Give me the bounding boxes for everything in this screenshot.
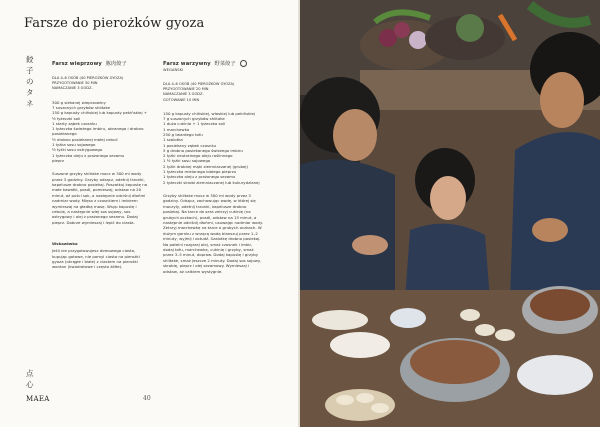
- veg-ingredients: [163, 111, 263, 185]
- veg-meta: [163, 82, 263, 103]
- veg-meta-line: PRZYGOTOWANIE 20 MIN: [163, 87, 209, 92]
- man-shirt: [300, 159, 395, 300]
- veg-meta-line: NAMACZANIE 3 GODZ.: [163, 92, 204, 97]
- ingredient: 1 łyżeczka oleju z prażonego sezamu: [163, 174, 236, 180]
- ingredient: 7 g suszonych grzybów shiitake: [163, 116, 225, 122]
- ingredient: pieprz: [52, 157, 65, 163]
- page-title: Farsze do pierożków gyoza: [24, 16, 205, 31]
- ingredient: 250 g twardego tofu: [163, 132, 203, 137]
- ingredient: 7 suszonych grzybów shiitake: [52, 104, 111, 110]
- vegan-badge: WEGAŃSKI: [163, 68, 184, 72]
- gyoza: [460, 309, 480, 321]
- ingredient: 1 duża cukinia + 1 łyżeczka soli: [163, 121, 226, 127]
- gyoza: [475, 324, 495, 336]
- ingredient: 1 posiekany ząbek czosnku: [163, 142, 217, 148]
- dough-plate: [330, 332, 390, 358]
- veg-heading-jp: 野菜餃子: [214, 61, 236, 67]
- meat-heading-jp: 豚肉餃子: [105, 61, 127, 67]
- tip-heading: Wskazówka: [52, 241, 78, 247]
- veg-meta-line: DLA 4–6 OSÓB (40 PIEROŻKÓW GYOZA): [163, 82, 235, 86]
- meat-filling-column: [52, 60, 148, 270]
- ingredient: 2 łyżeczki skrobi ziemniaczanej lub kukurydzianej: [163, 179, 260, 185]
- gyoza: [336, 395, 354, 405]
- ingredient: 1 starty ząbek czosnku: [52, 120, 97, 126]
- meat-method: Suszone grzyby shiitake mocz w 300 ml wody przez 3 godziny. Grzyby odsącz, odetnij trzonki, kapelusze drobno posiekaj. Poszatkuj kapustę na małe kawałki, posól, pomieszaj, odstaw na 20 minut, aż puści sok, a następnie odciśnij dłońmi nadmiar wody. Mięso z czosnkiem i imbirem wymieszaj na gładką masę. Wsyp kapustę i cebulę, a następnie wlej sos sojowy, sos ostrygowy i olej z prażonego sezamu. Dodaj pieprz. Dobrze wymieszaj i lepić do ciasta.: [52, 171, 148, 225]
- meat-meta-line: PRZYGOTOWANIE 30 MIN: [52, 81, 98, 86]
- veg-heading: [163, 60, 263, 73]
- ingredient: 1 łyżka sosu sojowego: [52, 141, 96, 147]
- ingredient: 1 szalotka: [163, 137, 183, 143]
- veg-heading-text: Farsz warzywny: [163, 61, 211, 67]
- ingredient: 5 g drobno posiekanego świeżego imbiru: [163, 147, 243, 153]
- gyoza: [356, 393, 374, 403]
- ingredient: ½ drobno posiekanej małej cebuli: [52, 136, 118, 142]
- family-making-dumplings-photo: [300, 0, 600, 427]
- veg-method: Grzyby shiitake mocz w 300 ml wody przez 3 godziny. Odsącz, zachowując wodę, w której się moczyły, odetnij trzonki, kapelusze drobno posiekaj. Na tarce do sera zetrzyj cukinię (na grubych oczkach), posól, odstaw na 15 minut, a następnie odciśnij dłońmi, usuwając nadmiar wody. Zetrzyj marchewkę na tarce o grubych oczkach. W dużym garnku z wrzącą wodą blanszuj przez 1–2 minuty, wyjmij i ostudź. Szalotkę drobno posiekaj. Na patelni rozgrzej olej, smaż czosnek i imbir, dodaj tofu, marchewkę, cukinię i grzyby, smaż przez 3–5 minut, dopraw. Dodaj kapustę i grzyby shiitake, smaż jeszcze 2 minuty. Dodaj sos sojowy, skrobię, pieprz i olej sezamowy. Wymieszaj i odstaw, aż całkiem wystygnie.: [163, 192, 263, 274]
- wrapper-plate: [517, 355, 593, 395]
- japanese-vertical-title: 餃子のタネ: [26, 55, 34, 108]
- vegan-leaf-icon: [240, 60, 247, 67]
- japanese-section-label: 点心: [26, 369, 34, 389]
- tip-text: Jeśli nie przygotowujesz domowego ciasta, kupując gotowe, nie pomyl ciasta na pierożki gyoza (okrągłe i białe) z ciastem na pierożki wonton (kwadratowe i często żółte).: [52, 248, 140, 270]
- ingredient: 300 g siekanej wieprzowiny: [52, 99, 106, 105]
- woman-shirt: [510, 132, 600, 300]
- girl-shirt: [405, 224, 490, 300]
- ingredient: 1 marchewka: [163, 126, 190, 132]
- ingredient: 150 g kapusty chińskiej, włoskiej lub pekińskiej: [163, 110, 255, 116]
- meat-heading: [52, 60, 148, 67]
- photo-illustration: [300, 0, 600, 427]
- small-bowl: [390, 308, 426, 328]
- ingredient: 150 g kapusty chińskiej lub kapusty pekińskiej + ½ łyżeczki soli: [52, 110, 148, 121]
- ingredient: 2 łyżki neutralnego oleju roślinnego: [163, 153, 233, 159]
- gyoza: [495, 329, 515, 341]
- veg-filling-column: [163, 60, 263, 274]
- meat-ingredients: [52, 100, 148, 164]
- ingredient: 1 ½ łyżki sosu sojowego: [163, 158, 211, 164]
- gyoza: [371, 403, 389, 413]
- ingredient: 2 łyżki drobnej mąki ziemniaczanej (grubej): [163, 163, 248, 169]
- page-number: 40: [143, 395, 151, 402]
- meat-meta: [52, 76, 148, 92]
- meat-heading-text: Farsz wieprzowy: [52, 61, 102, 67]
- meat-meta-line: NAMACZANIE 3 GODZ.: [52, 86, 93, 91]
- ingredient: 1 łyżeczka świeżego imbiru, obranego i drobno posiekanego: [52, 126, 144, 137]
- ingredient: 1 łyżeczka mielonego białego pieprzu: [163, 169, 237, 175]
- ingredient: ½ łyżki sosu ostrygowego: [52, 147, 103, 153]
- dough-wrappers: [312, 310, 368, 330]
- meat-meta-line: DLA 4–6 OSÓB (40 PIEROŻKÓW GYOZA): [52, 76, 124, 80]
- ingredient: 1 łyżeczka oleju z prażonego sezamu: [52, 152, 125, 158]
- veg-meta-line: GOTOWANIE 10 MIN: [163, 97, 200, 102]
- brand-mark: MAEA: [26, 395, 50, 403]
